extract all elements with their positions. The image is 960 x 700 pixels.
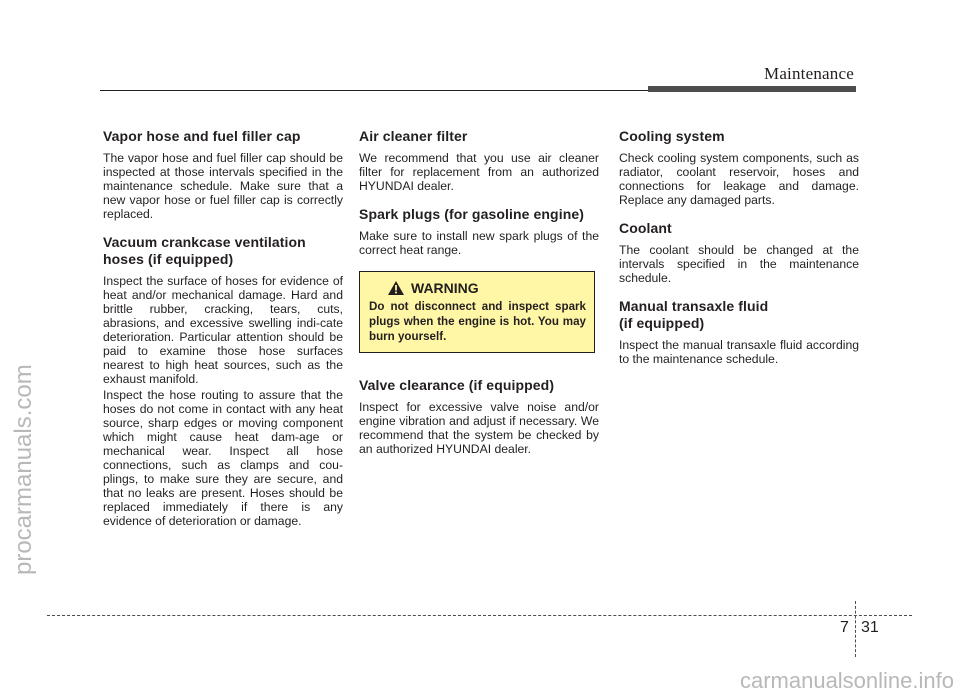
heading-manual-transaxle-line1: Manual transaxle fluid	[619, 298, 769, 314]
paragraph-air-cleaner: We recommend that you use air cleaner filter for replacement from an authorized HYUNDAI dealer.	[359, 151, 599, 193]
paragraph-coolant: The coolant should be changed at the intervals specified in the maintenance schedule.	[619, 243, 859, 285]
paragraph-vapor-hose: The vapor hose and fuel filler cap should be inspected at those intervals specified in the maintenance schedule. Make sure that a new vapor hose or fuel filler cap is correctly replaced.	[103, 151, 343, 221]
heading-coolant: Coolant	[619, 220, 672, 236]
heading-spark-plugs: Spark plugs (for gasoline engine)	[359, 206, 584, 222]
heading-vacuum-crankcase-line2: hoses (if equipped)	[103, 251, 234, 267]
heading-cooling-system: Cooling system	[619, 128, 725, 144]
heading-vacuum-crankcase-line1: Vacuum crankcase ventilation	[103, 234, 306, 250]
warning-title: WARNING	[411, 280, 479, 296]
footer-rule	[47, 615, 912, 616]
bottom-watermark: carmanualsonline.info	[739, 668, 954, 693]
paragraph-spark-plugs: Make sure to install new spark plugs of the correct heat range.	[359, 229, 599, 257]
column-middle	[359, 128, 599, 469]
warning-text: Do not disconnect and inspect spark plugs when the engine is hot. You may burn yourself.	[369, 300, 586, 343]
column-left	[103, 128, 343, 541]
warning-triangle-icon	[387, 280, 405, 296]
page-number-divider	[855, 601, 856, 657]
heading-valve-clearance: Valve clearance (if equipped)	[359, 377, 555, 393]
paragraph-vacuum-crankcase-2: Inspect the hose routing to assure that the hoses do not come in contact with any heat source, sharp edges or moving component which might cause heat dam-age or mechanical wear. Inspect all hose connections, such as clamps and cou-plings, to make sure they are secure, and that no leaks are present. Hoses should be replaced immediately if there is any evidence of deterioration or damage.	[103, 388, 343, 528]
column-right	[619, 128, 859, 379]
side-watermark: procarmanuals.com	[10, 364, 37, 575]
paragraph-cooling-system: Check cooling system components, such as radiator, coolant reservoir, hoses and connections for leakage and damage. Replace any damaged parts.	[619, 151, 859, 207]
heading-manual-transaxle-line2: (if equipped)	[619, 315, 705, 331]
warning-box	[359, 271, 595, 353]
paragraph-manual-transaxle: Inspect the manual transaxle fluid according to the maintenance schedule.	[619, 338, 859, 366]
warning-header	[369, 280, 586, 296]
paragraph-valve-clearance: Inspect for excessive valve noise and/or engine vibration and adjust if necessary. We recommend that the system be checked by an authorized HYUNDAI dealer.	[359, 400, 599, 456]
page-number: 31	[861, 619, 879, 636]
paragraph-vacuum-crankcase-1: Inspect the surface of hoses for evidence of heat and/or mechanical damage. Hard and brittle rubber, cracking, tears, cuts, abrasions, and excessive swelling indi-cate deterioration. Particular attention should be paid to examine those hose surfaces nearest to high heat sources, such as the exhaust manifold.	[103, 274, 343, 386]
header-accent-bar	[648, 86, 856, 92]
heading-vacuum-crankcase	[103, 234, 343, 268]
heading-air-cleaner: Air cleaner filter	[359, 128, 468, 144]
heading-manual-transaxle	[619, 298, 859, 332]
header-rule	[100, 90, 648, 91]
chapter-number: 7	[840, 619, 849, 636]
heading-vapor-hose: Vapor hose and fuel filler cap	[103, 128, 301, 144]
page-header-title: Maintenance	[764, 64, 854, 83]
